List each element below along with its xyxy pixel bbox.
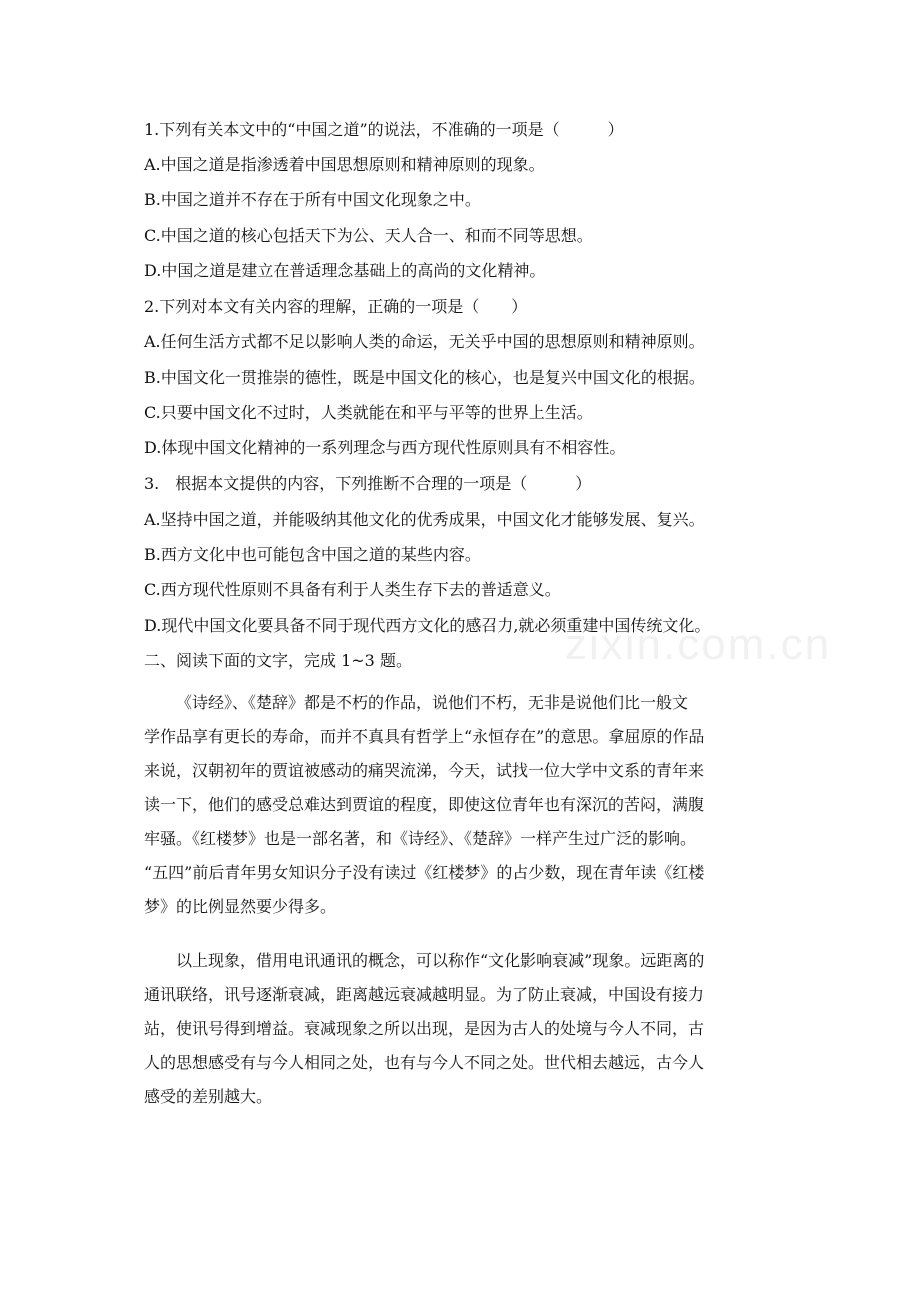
- question-3-option-c: C.西方现代性原则不具备有利于人类生存下去的普适意义。: [144, 580, 561, 599]
- question-1-option-b: B.中国之道并不存在于所有中国文化现象之中。: [144, 190, 481, 209]
- question-2-option-b: B.中国文化一贯推崇的德性，既是中国文化的核心，也是复兴中国文化的根据。: [144, 368, 705, 387]
- reading-paragraph-2: [144, 944, 794, 1114]
- paragraph-2-line: 站，使讯号得到增益。衰减现象之所以出现，是因为古人的处境与今人不同，古: [144, 1019, 705, 1038]
- question-1-stem: 1.下列有关本文中的“中国之道”的说法，不准确的一项是（ ）: [144, 120, 624, 139]
- question-3-option-d: D.现代中国文化要具备不同于现代西方文化的感召力,就必须重建中国传统文化。: [144, 616, 711, 635]
- paragraph-2-line: 感受的差别越大。: [144, 1087, 273, 1106]
- paragraph-2-line: 以上现象，借用电讯通讯的概念，可以称作“文化影响衰减”现象。远距离的: [176, 951, 705, 970]
- paragraph-1-line: “五四”前后青年男女知识分子没有读过《红楼梦》的占少数，现在青年读《红楼: [144, 863, 705, 882]
- question-2-option-c: C.只要中国文化不过时，人类就能在和平与平等的世界上生活。: [144, 403, 593, 422]
- question-1-option-c: C.中国之道的核心包括天下为公、天人合一、和而不同等思想。: [144, 226, 593, 245]
- question-2-option-a: A.任何生活方式都不足以影响人类的命运，无关乎中国的思想原则和精神原则。: [144, 332, 705, 351]
- reading-paragraph-1: [144, 686, 794, 924]
- paragraph-1-line: 《诗经》、《楚辞》都是不朽的作品，说他们不朽，无非是说他们比一般文: [176, 693, 689, 712]
- paragraph-2-line: 通讯联络，讯号逐渐衰减，距离越远衰减越明显。为了防止衰减，中国设有接力: [144, 985, 705, 1004]
- watermark: zixin.com.cn: [565, 620, 832, 669]
- paragraph-2-line: 人的思想感受有与今人相同之处，也有与今人不同之处。世代相去越远，古今人: [144, 1053, 705, 1072]
- question-2-stem: 2.下列对本文有关内容的理解，正确的一项是（ ）: [144, 297, 528, 316]
- section-2-heading: 二、阅读下面的文字，完成 1~3 题。: [144, 651, 412, 670]
- paragraph-1-line: 梦》的比例显然要少得多。: [144, 897, 337, 916]
- question-1-option-a: A.中国之道是指渗透着中国思想原则和精神原则的现象。: [144, 155, 545, 174]
- question-1-option-d: D.中国之道是建立在普适理念基础上的高尚的文化精神。: [144, 261, 546, 280]
- question-3-option-b: B.西方文化中也可能包含中国之道的某些内容。: [144, 545, 481, 564]
- question-3-stem: 3. 根据本文提供的内容，下列推断不合理的一项是（ ）: [144, 474, 592, 493]
- paragraph-1-line: 牢骚。《红楼梦》也是一部名著，和《诗经》、《楚辞》一样产生过广泛的影响。: [144, 829, 697, 848]
- paragraph-1-line: 读一下，他们的感受总难达到贾谊的程度，即使这位青年也有深沉的苦闷，满腹: [144, 795, 705, 814]
- question-2-option-d: D.体现中国文化精神的一系列理念与西方现代性原则具有不相容性。: [144, 438, 626, 457]
- question-3-option-a: A.坚持中国之道，并能吸纳其他文化的优秀成果，中国文化才能够发展、复兴。: [144, 510, 705, 529]
- paragraph-1-line: 学作品享有更长的寿命，而并不真具有哲学上“永恒存在”的意思。拿屈原的作品: [144, 727, 705, 746]
- paragraph-1-line: 来说，汉朝初年的贾谊被感动的痛哭流涕，今天，试找一位大学中文系的青年来: [144, 761, 705, 780]
